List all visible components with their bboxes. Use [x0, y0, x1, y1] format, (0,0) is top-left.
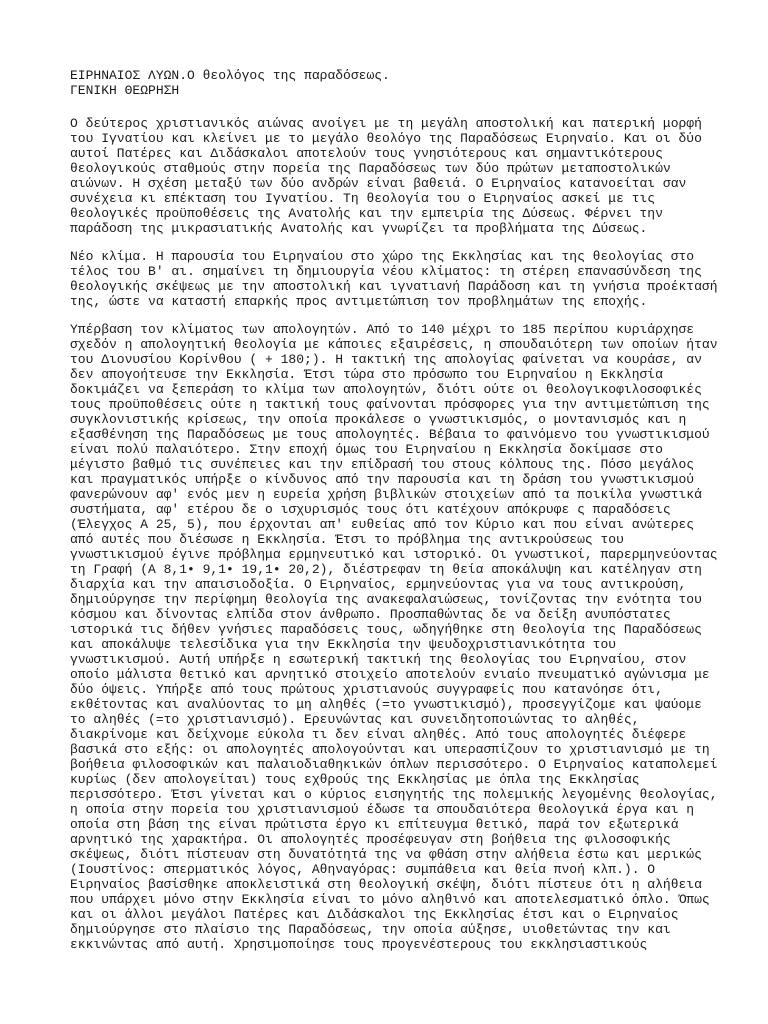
paragraph-1-line: θεολογικούς σταθμούς στην πορεία της Παραδόσεως των δύο πρώτων μεταποστολικών: [70, 161, 671, 176]
paragraph-3-line: συστήματα, αφ' ετέρου δε ο ισχυρισμός τους ότι κατέχουν απόκρυφε ς παραδόσεις: [70, 502, 671, 517]
paragraph-3-line: δοκιμάζει να ξεπεράση το κλίμα των απολογητών, διότι ούτε οι θεολογικοφιλοσοφικές: [70, 382, 702, 397]
paragraph-3-line: φανερώνουν αφ' ενός μεν η ευρεία χρήση βιβλικών στοιχείων από τα ποικίλα γνωστικά: [70, 487, 702, 502]
paragraph-3-line: εκκινώντας από αυτή. Χρησιμοποίησε τους προγενέστερους του εκκλησιαστικούς: [70, 937, 648, 952]
paragraph-3-line: βοήθεια φιλοσοφικών και παλαιοδιαθηκικών όπλων περισσότερο. Ο Ειρηναίος καταπολεμεί: [70, 757, 718, 772]
paragraph-3-line: είναι πολύ παλαιότερο. Στην εποχή όμως του Ειρηναίου η Εκκλησία δοκίμασε στο: [70, 442, 663, 457]
paragraph-3-line: σκέψεως, διότι πίστευαν στη δυνατότητά της να φθάση στην αλήθεια έστω και μερικώς: [70, 847, 702, 862]
paragraph-3-line: και οι άλλοι μεγάλοι Πατέρες και Διδάσκαλοι της Εκκλησίας έτσι και ο Ειρηναίος: [70, 907, 679, 922]
paragraph-3-line: τους προϋποθέσεις ούτε η τακτική τους φαίνονται πρόσφορες για την αντιμετώπιση της: [70, 397, 710, 412]
paragraph-3-line: εξασθένηση της Παραδόσεως με τους απολογητές. Βέβαια το φαινόμενο του γνωστικισμού: [70, 427, 710, 442]
paragraph-3-line: συγκλονιστικής κρίσεως, την οποία προκάλεσε ο γνωστικισμός, ο μοντανισμός και η: [70, 412, 687, 427]
paragraph-3-line: και πραγματικός υπήρξε ο κίνδυνος από την παρουσία και τη δράση του γνωστικισμού: [70, 472, 695, 487]
paragraph-3-line: αρνητικό της χαρακτήρα. Οι απολογητές προσέφευγαν στη βοήθεια της φιλοσοφικής: [70, 832, 671, 847]
paragraph-3-line: διαρχία και την απαισιοδοξία. Ο Ειρηναίος, ερμηνεύοντας για να τους αντικρούση,: [70, 577, 687, 592]
paragraph-3-line: κυρίως (δεν απολογείται) τους εχθρούς της Εκκλησίας με όπλα της Εκκλησίας: [70, 772, 640, 787]
paragraph-3-line: και αποκάλυψε τελεσίδικα για την Εκκλησία την ψευδοχριστιανικότητα του: [70, 637, 617, 652]
paragraph-3-line: Υπέρβαση τον κλίματος των απολογητών. Από το 140 μέχρι το 185 περίπου κυριάρχησε: [70, 322, 695, 337]
paragraph-3-line: περισσότερο. Έτσι γίνεται και ο κύριος εισηγητής της πολεμικής λεγομένης θεολογίας,: [70, 787, 718, 802]
paragraph-3-line: από αυτές που διέσωσε η Εκκλησία. Έτσι το πρόβλημα της αντικρούσεως του: [70, 532, 624, 547]
paragraph-3-line: διακρίνομε και δείχνομε εύκολα τι δεν είναι αληθές. Από τους απολογητές διέφερε: [70, 727, 687, 742]
paragraph-3-line: γνωστικισμού. Αυτή υπήρξε η εσωτερική τακτική της θεολογίας του Ειρηναίου, στον: [70, 652, 687, 667]
paragraph-1-line: αιώνων. Η σχέση μεταξύ των δύο ανδρών είναι βαθειά. Ο Ειρηναίος κατανοείται σαν: [70, 176, 687, 191]
paragraph-3-line: γνωστικισμού έγινε πρόβλημα ερμηνευτικό και ιστορικό. Οι γνωστικοί, παρερμηνεύοντας: [70, 547, 718, 562]
paragraph-3-line: μέγιστο βαθμό τις συνέπειες και την επίδρασή του στους κόλπους της. Πόσο μεγάλος: [70, 457, 695, 472]
paragraph-1-line: συνέχεια κι επέκταση του Ιγνατίου. Τη θεολογία του ο Ειρηναίος ασκεί με τις: [70, 191, 656, 206]
paragraph-3-line: οποίο μάλιστα θετικό και αρνητικό στοιχείο αποτελούν ενιαίο πνευματικό αγώνισμα με: [70, 667, 710, 682]
paragraph-3-line: του Διονυσίου Κορίνθου ( + 180;). Η τακτική της απολογίας φαίνεται να κουράσε, αν: [70, 352, 702, 367]
paragraph-2-line: Νέο κλίμα. Η παρουσία του Ειρηναίου στο χώρο της Εκκλησίας και της θεολογίας στο: [70, 249, 695, 264]
paragraph-2-line: της, ώστε να καταστή επαρκής προς αντιμετώπιση τον προβλημάτων της εποχής.: [70, 294, 648, 309]
paragraph-3-line: δημιούργησε στο πλαίσιο της Παραδόσεως, την οποία αύξησε, υιοθετώντας την και: [70, 922, 671, 937]
paragraph-3-line: ιστορικά τις δήθεν γνήσιες παραδόσεις τους, ωδηγήθηκε στη θεολογία της Παραδόσεως: [70, 622, 702, 637]
paragraph-3-line: (Ιουστίνος: σπερματικός λόγος, Αθηναγόρας: συμπάθεια και θεία πνοή κλπ.). Ο: [70, 862, 656, 877]
paragraph-3-line: το αληθές (=το χριστιανισμό). Ερευνώντας και συνειδητοποιώντας το αληθές,: [70, 712, 640, 727]
paragraph-3-line: (Έλεγχος Α 25, 5), που έρχονται απ' ευθείας από τον Κύριο και που είναι ανώτερες: [70, 517, 695, 532]
paragraph-3-line: οποία στη βάση της είναι πρώτιστα έργο κι επίτευγμα θετικό, παρά τον εξωτερικά: [70, 817, 679, 832]
paragraph-2-line: τέλος του Β' αι. σημαίνει τη δημιουργία νέου κλίματος: τη στέρεη επανασύνδεση της: [70, 264, 702, 279]
document-header: [70, 68, 390, 99]
paragraph-3-line: τη Γραφή (Α 8,1• 9,1• 19,1• 20,2), διέστρεφαν τη θεία αποκάλυψη και κατέληγαν στη: [70, 562, 702, 577]
paragraph-1-line: θεολογικές προϋποθέσεις της Ανατολής και την εμπειρία της Δύσεως. Φέρνει την: [70, 206, 663, 221]
paragraph-3-line: βασικά στο εξής: οι απολογητές απολογούνται και υπερασπίζουν το χριστιανισμό με τη: [70, 742, 710, 757]
paragraph-3-line: η οποία στην πορεία του χριστιανισμού έδωσε τα σπουδαιότερα θεολογικά έργα και η: [70, 802, 695, 817]
paragraph-3-line: Ειρηναίος βασίσθηκε αποκλειστικά στη θεολογική σκέψη, διότι πίστευε ότι η αλήθεια: [70, 877, 702, 892]
paragraph-3-line: δημιούργησε την περίφημη θεολογία της ανακεφαλαιώσεως, τονίζοντας την ενότητα του: [70, 592, 702, 607]
paragraph-1-line: του Ιγνατίου και κλείνει με το μεγάλο θεολόγο της Παραδόσεως Ειρηναίο. Και οι δύο: [70, 131, 702, 146]
paragraph-1-line: Ο δεύτερος χριστιανικός αιώνας ανοίγει με τη μεγάλη αποστολική και πατερική μορφή: [70, 116, 702, 131]
paragraph-1-line: παράδοση της μικρασιατικής Ανατολής και γνωρίζει τα προβλήματα της Δύσεως.: [70, 221, 648, 236]
paragraph-3-line: σχεδόν η απολογητική θεολογία με κάποιες εξαιρέσεις, η σπουδαιότερη των οποίων ήταν: [70, 337, 718, 352]
paragraph-3-line: εκθέτοντας και αναλύοντας το μη αληθές (=το γνωστικισμό), προσεγγίζομε και ψαύομε: [70, 697, 702, 712]
paragraph-1-line: αυτοί Πατέρες και Διδάσκαλοι αποτελούν τους γνησιότερους και σημαντικότερους: [70, 146, 663, 161]
paragraph-3-line: δύο όψεις. Υπήρξε από τους πρώτους χριστιανούς συγγραφείς που κατανόησε ότι,: [70, 682, 663, 697]
paragraph-2-line: θεολογικής σκέψεως με την αποστολική και ιγνατιανή Παράδοση και τη γνήσια προέκτασή: [70, 279, 718, 294]
paragraph-3-line: δεν απογοήτευσε την Εκκλησία. Έτσι τώρα στο πρόσωπο του Ειρηναίου η Εκκλησία: [70, 367, 663, 382]
document-title: ΕΙΡΗΝΑΙΟΣ ΛΥΩΝ.Ο θεολόγος της παραδόσεως.: [70, 68, 390, 83]
paragraph-3-line: κόσμου και δίνοντας ελπίδα στον άνθρωπο. Προσπαθώντας δε να δείξη ανυπόστατες: [70, 607, 671, 622]
document-subtitle: ΓΕΝΙΚΗ ΘΕΩΡΗΣΗ: [70, 83, 180, 99]
paragraph-3-line: που υπάρχει μόνο στην Εκκλησία είναι το μόνο αληθινό και αποτελεσματικό όπλο. Όπως: [70, 892, 710, 907]
